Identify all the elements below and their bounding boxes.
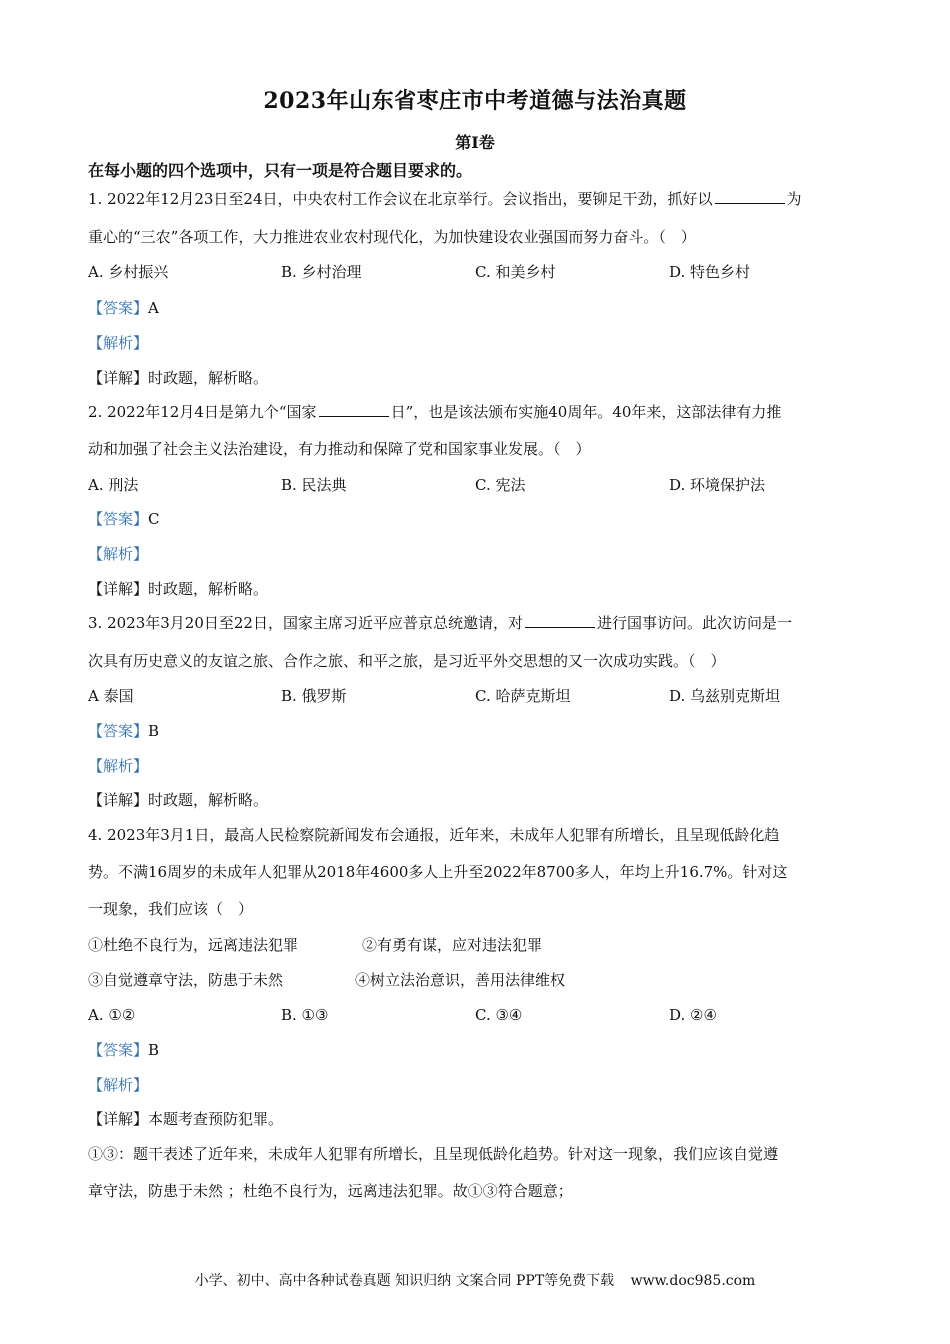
q3-stem-text-after: 进行国事访问。此次访问是一 bbox=[596, 614, 792, 632]
q4-analysis bbox=[88, 1074, 148, 1096]
answer-value: A bbox=[148, 299, 159, 317]
q2-answer bbox=[88, 508, 160, 530]
q4-answer bbox=[88, 1039, 159, 1061]
analysis-label: 【解析】 bbox=[88, 1076, 149, 1094]
q3-stem-line-2: 次具有历史意义的友谊之旅、合作之旅、和平之旅，是习近平外交思想的又一次成功实践。（ ） bbox=[88, 652, 726, 670]
answer-value: B bbox=[148, 722, 160, 740]
q1-analysis bbox=[88, 332, 148, 354]
detail-label: 【详解】 bbox=[88, 791, 149, 809]
q2-detail bbox=[88, 578, 268, 600]
q2-option-a: A. 刑法 bbox=[88, 476, 139, 494]
q4-statement-3: ③自觉遵章守法，防患于未然 bbox=[88, 971, 284, 989]
footer-text: 小学、初中、高中各种试卷真题 知识归纳 文案合同 PPT等免费下载 bbox=[194, 1273, 615, 1289]
answer-value: B bbox=[148, 1041, 160, 1059]
q1-answer bbox=[88, 297, 159, 319]
q1-stem-line-2: 重心的“三农”各项工作，大力推进农业农村现代化，为加快建设农业强国而努力奋斗。（ ） bbox=[88, 228, 696, 246]
q4-statement-2: ②有勇有谋，应对违法犯罪 bbox=[362, 936, 543, 954]
detail-label: 【详解】 bbox=[88, 1110, 149, 1128]
answer-label: 【答案】 bbox=[88, 299, 149, 317]
page-title: 2023年山东省枣庄市中考道德与法治真题 bbox=[263, 88, 687, 114]
analysis-label: 【解析】 bbox=[88, 334, 149, 352]
volume-heading: 第Ⅰ卷 bbox=[455, 133, 495, 152]
q4-explanation-line-1: ①③：题干表述了近年来，未成年人犯罪有所增长，且呈现低龄化趋势。针对这一现象，我们应该自觉遵 bbox=[88, 1145, 779, 1163]
analysis-label: 【解析】 bbox=[88, 757, 149, 775]
q4-option-b: B. ①③ bbox=[281, 1006, 329, 1024]
q1-option-b: B. 乡村治理 bbox=[281, 263, 362, 281]
q1-blank bbox=[715, 189, 785, 204]
answer-value: C bbox=[148, 510, 160, 528]
q3-stem-text: 3. 2023年3月20日至22日，国家主席习近平应普京总统邀请，对 bbox=[88, 614, 523, 632]
q3-answer bbox=[88, 720, 159, 742]
answer-label: 【答案】 bbox=[88, 722, 149, 740]
answer-label: 【答案】 bbox=[88, 510, 149, 528]
footer-url-link[interactable]: www.doc985.com bbox=[630, 1273, 756, 1289]
q3-option-d: D. 乌兹别克斯坦 bbox=[669, 687, 781, 705]
detail-text: 时政题，解析略。 bbox=[148, 791, 269, 809]
detail-label: 【详解】 bbox=[88, 369, 149, 387]
page-footer bbox=[0, 1270, 950, 1290]
answer-label: 【答案】 bbox=[88, 1041, 149, 1059]
analysis-label: 【解析】 bbox=[88, 545, 149, 563]
detail-text: 本题考查预防犯罪。 bbox=[148, 1110, 284, 1128]
q4-option-d: D. ②④ bbox=[669, 1006, 717, 1024]
q1-stem-text-after: 为 bbox=[786, 190, 802, 208]
section-instruction: 在每小题的四个选项中，只有一项是符合题目要求的。 bbox=[88, 161, 473, 180]
q4-stem-line-1: 4. 2023年3月1日，最高人民检察院新闻发布会通报，近年来，未成年人犯罪有所增长，且呈现低龄化趋 bbox=[88, 826, 780, 844]
q2-stem-line-1 bbox=[88, 401, 868, 423]
q2-option-d: D. 环境保护法 bbox=[669, 476, 766, 494]
q4-stem-line-2: 势。不满16周岁的未成年人犯罪从2018年4600多人上升至2022年8700多人，年均上升16.7%。针对这 bbox=[88, 863, 788, 881]
q1-option-c: C. 和美乡村 bbox=[475, 263, 556, 281]
q3-analysis bbox=[88, 755, 148, 777]
q1-option-d: D. 特色乡村 bbox=[669, 263, 751, 281]
q1-detail bbox=[88, 367, 268, 389]
q3-detail bbox=[88, 789, 268, 811]
q1-stem-line-1 bbox=[88, 188, 868, 210]
q1-option-a: A. 乡村振兴 bbox=[88, 263, 169, 281]
q4-option-c: C. ③④ bbox=[475, 1006, 523, 1024]
q4-statement-4: ④树立法治意识，善用法律维权 bbox=[355, 971, 566, 989]
q2-analysis bbox=[88, 543, 148, 565]
q4-detail bbox=[88, 1108, 283, 1130]
q2-stem-line-2: 动和加强了社会主义法治建设，有力推动和保障了党和国家事业发展。（ ） bbox=[88, 440, 591, 458]
detail-label: 【详解】 bbox=[88, 580, 149, 598]
q3-option-c: C. 哈萨克斯坦 bbox=[475, 687, 571, 705]
q4-stem-line-3: 一现象，我们应该（ ） bbox=[88, 900, 254, 918]
q3-stem-line-1 bbox=[88, 612, 868, 634]
detail-text: 时政题，解析略。 bbox=[148, 580, 269, 598]
q4-explanation-line-2: 章守法，防患于未然 ；杜绝不良行为，远离违法犯罪。故①③符合题意； bbox=[88, 1182, 573, 1200]
q2-stem-text: 2. 2022年12月4日是第九个“国家 bbox=[88, 403, 317, 421]
q2-option-c: C. 宪法 bbox=[475, 476, 526, 494]
q3-option-a: A 泰国 bbox=[88, 687, 134, 705]
q1-stem-text: 1. 2022年12月23日至24日，中央农村工作会议在北京举行。会议指出，要铆足干劲，抓好以 bbox=[88, 190, 713, 208]
q3-option-b: B. 俄罗斯 bbox=[281, 687, 347, 705]
q2-stem-text-after: 日”，也是该法颁布实施40周年。40年来，这部法律有力推 bbox=[390, 403, 782, 421]
q2-blank bbox=[319, 402, 389, 417]
q2-option-b: B. 民法典 bbox=[281, 476, 347, 494]
q4-statement-1: ①杜绝不良行为，远离违法犯罪 bbox=[88, 936, 299, 954]
q3-blank bbox=[525, 613, 595, 628]
q4-option-a: A. ①② bbox=[88, 1006, 136, 1024]
detail-text: 时政题，解析略。 bbox=[148, 369, 269, 387]
